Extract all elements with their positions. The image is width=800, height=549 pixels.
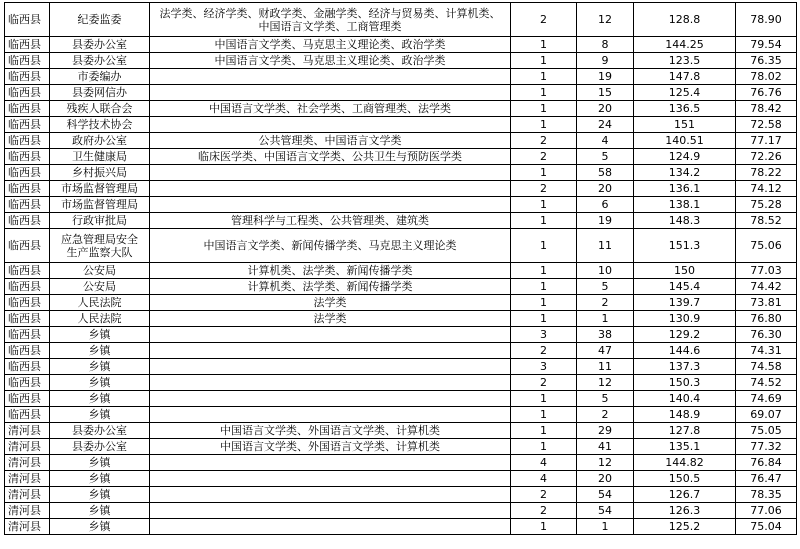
table-row (5, 117, 797, 133)
majors-line: 管理科学与工程类、公共管理类、建筑类 (231, 214, 429, 227)
final-score-cell: 75.04 (736, 519, 797, 535)
rank-cell: 5 (577, 149, 634, 165)
rank-cell: 1 (577, 311, 634, 327)
rank-cell: 12 (577, 455, 634, 471)
final-score-cell: 76.84 (736, 455, 797, 471)
final-score-cell: 74.12 (736, 181, 797, 197)
unit-line: 县委办公室 (72, 38, 127, 51)
majors-cell (150, 133, 511, 149)
table-row (5, 295, 797, 311)
majors-cell (150, 423, 511, 439)
county-cell: 临西县 (5, 53, 50, 69)
county-cell: 临西县 (5, 311, 50, 327)
unit-cell (50, 117, 150, 133)
written-score-cell: 150 (634, 263, 736, 279)
final-score-cell: 72.26 (736, 149, 797, 165)
county-cell: 临西县 (5, 149, 50, 165)
county-cell: 临西县 (5, 375, 50, 391)
unit-line: 市场监督管理局 (61, 182, 138, 195)
county-cell: 清河县 (5, 423, 50, 439)
county-cell: 临西县 (5, 101, 50, 117)
unit-cell (50, 471, 150, 487)
unit-cell (50, 439, 150, 455)
final-score-cell: 78.52 (736, 213, 797, 229)
count-cell: 1 (511, 311, 577, 327)
unit-line: 乡镇 (88, 408, 111, 421)
county-cell: 临西县 (5, 407, 50, 423)
written-score-cell: 144.6 (634, 343, 736, 359)
unit-cell (50, 519, 150, 535)
majors-line: 中国语言文学类、新闻传播学类、马克思主义理论类 (203, 239, 457, 252)
unit-cell (50, 375, 150, 391)
rank-cell: 29 (577, 423, 634, 439)
unit-cell (50, 213, 150, 229)
table-row (5, 213, 797, 229)
unit-line: 乡镇 (88, 504, 111, 517)
count-cell: 1 (511, 165, 577, 181)
written-score-cell: 145.4 (634, 279, 736, 295)
count-cell: 1 (511, 407, 577, 423)
unit-line: 县委办公室 (72, 440, 127, 453)
unit-line: 残疾人联合会 (66, 102, 133, 115)
written-score-cell: 137.3 (634, 359, 736, 375)
county-cell: 临西县 (5, 229, 50, 263)
county-cell: 临西县 (5, 263, 50, 279)
table-row (5, 3, 797, 37)
county-cell: 临西县 (5, 295, 50, 311)
rank-cell: 58 (577, 165, 634, 181)
final-score-cell: 76.80 (736, 311, 797, 327)
majors-cell (150, 37, 511, 53)
county-cell: 临西县 (5, 69, 50, 85)
majors-cell (150, 519, 511, 535)
final-score-cell: 74.42 (736, 279, 797, 295)
unit-line: 乡镇 (88, 328, 111, 341)
count-cell: 2 (511, 133, 577, 149)
written-score-cell: 126.3 (634, 503, 736, 519)
final-score-cell: 74.31 (736, 343, 797, 359)
unit-cell (50, 279, 150, 295)
unit-cell (50, 263, 150, 279)
table-row (5, 37, 797, 53)
rank-cell: 8 (577, 37, 634, 53)
unit-cell (50, 149, 150, 165)
count-cell: 2 (511, 343, 577, 359)
county-cell: 清河县 (5, 519, 50, 535)
table-row (5, 165, 797, 181)
table-row (5, 423, 797, 439)
written-score-cell: 140.4 (634, 391, 736, 407)
written-score-cell: 127.8 (634, 423, 736, 439)
unit-line: 行政审批局 (72, 214, 127, 227)
count-cell: 1 (511, 53, 577, 69)
final-score-cell: 76.47 (736, 471, 797, 487)
count-cell: 1 (511, 101, 577, 117)
table-row (5, 311, 797, 327)
rank-cell: 54 (577, 487, 634, 503)
final-score-cell: 74.58 (736, 359, 797, 375)
rank-cell: 47 (577, 343, 634, 359)
table-row (5, 279, 797, 295)
unit-cell (50, 503, 150, 519)
written-score-cell: 128.8 (634, 3, 736, 37)
majors-cell (150, 343, 511, 359)
count-cell: 1 (511, 295, 577, 311)
count-cell: 1 (511, 117, 577, 133)
table-body (5, 3, 797, 535)
unit-line: 乡镇 (88, 392, 111, 405)
rank-cell: 20 (577, 101, 634, 117)
count-cell: 1 (511, 213, 577, 229)
written-score-cell: 134.2 (634, 165, 736, 181)
unit-cell (50, 359, 150, 375)
final-score-cell: 77.06 (736, 503, 797, 519)
majors-line: 中国语言文学类、马克思主义理论类、政治学类 (214, 38, 446, 51)
written-score-cell: 151.3 (634, 229, 736, 263)
rank-cell: 11 (577, 229, 634, 263)
count-cell: 2 (511, 3, 577, 37)
written-score-cell: 126.7 (634, 487, 736, 503)
unit-cell (50, 327, 150, 343)
majors-cell (150, 471, 511, 487)
county-cell: 临西县 (5, 117, 50, 133)
table-row (5, 69, 797, 85)
unit-cell (50, 3, 150, 37)
table-row (5, 229, 797, 263)
rank-cell: 4 (577, 133, 634, 149)
written-score-cell: 130.9 (634, 311, 736, 327)
count-cell: 1 (511, 229, 577, 263)
final-score-cell: 77.17 (736, 133, 797, 149)
table-row (5, 407, 797, 423)
rank-cell: 24 (577, 117, 634, 133)
count-cell: 4 (511, 455, 577, 471)
majors-cell (150, 359, 511, 375)
written-score-cell: 144.82 (634, 455, 736, 471)
table-row (5, 503, 797, 519)
rank-cell: 2 (577, 295, 634, 311)
final-score-cell: 77.32 (736, 439, 797, 455)
table-row (5, 487, 797, 503)
final-score-cell: 72.58 (736, 117, 797, 133)
count-cell: 1 (511, 279, 577, 295)
unit-line: 卫生健康局 (72, 150, 127, 163)
table-row (5, 181, 797, 197)
majors-cell (150, 197, 511, 213)
unit-cell (50, 53, 150, 69)
majors-cell (150, 295, 511, 311)
count-cell: 1 (511, 519, 577, 535)
unit-line: 县委办公室 (72, 424, 127, 437)
written-score-cell: 123.5 (634, 53, 736, 69)
majors-cell (150, 69, 511, 85)
unit-line: 乡镇 (88, 376, 111, 389)
rank-cell: 12 (577, 3, 634, 37)
unit-cell (50, 37, 150, 53)
majors-line: 中国语言文学类、社会学类、工商管理类、法学类 (209, 102, 451, 115)
county-cell: 临西县 (5, 165, 50, 181)
table-row (5, 149, 797, 165)
rank-cell: 20 (577, 181, 634, 197)
majors-line: 法学类 (313, 296, 347, 309)
unit-line: 乡镇 (88, 472, 111, 485)
written-score-cell: 124.9 (634, 149, 736, 165)
majors-cell (150, 213, 511, 229)
final-score-cell: 79.54 (736, 37, 797, 53)
unit-cell (50, 455, 150, 471)
unit-cell (50, 101, 150, 117)
majors-cell (150, 85, 511, 101)
unit-line: 乡镇 (88, 360, 111, 373)
written-score-cell: 150.3 (634, 375, 736, 391)
majors-line: 法学类 (313, 312, 347, 325)
table-row (5, 85, 797, 101)
rank-cell: 2 (577, 407, 634, 423)
unit-line: 乡镇 (88, 520, 111, 533)
majors-line: 计算机类、法学类、新闻传播学类 (247, 280, 413, 293)
unit-line: 纪委监委 (77, 13, 122, 26)
final-score-cell: 78.02 (736, 69, 797, 85)
unit-cell (50, 311, 150, 327)
county-cell: 临西县 (5, 37, 50, 53)
written-score-cell: 140.51 (634, 133, 736, 149)
rank-cell: 12 (577, 375, 634, 391)
unit-line: 生产监察大队 (66, 245, 133, 259)
count-cell: 2 (511, 487, 577, 503)
majors-line: 计算机类、法学类、新闻传播学类 (247, 264, 413, 277)
table-row (5, 101, 797, 117)
table-row (5, 53, 797, 69)
unit-line: 县委办公室 (72, 54, 127, 67)
majors-line: 法学类、经济学类、财政学类、金融学类、经济与贸易类、计算机类、 (159, 6, 501, 20)
table-row (5, 391, 797, 407)
majors-cell (150, 455, 511, 471)
written-score-cell: 148.9 (634, 407, 736, 423)
unit-line: 乡村振兴局 (72, 166, 127, 179)
county-cell: 临西县 (5, 343, 50, 359)
count-cell: 2 (511, 149, 577, 165)
final-score-cell: 73.81 (736, 295, 797, 311)
written-score-cell: 135.1 (634, 439, 736, 455)
majors-line: 临床医学类、中国语言文学类、公共卫生与预防医学类 (198, 150, 462, 163)
final-score-cell: 76.30 (736, 327, 797, 343)
unit-line: 人民法院 (77, 312, 122, 325)
majors-cell (150, 263, 511, 279)
table-row (5, 263, 797, 279)
final-score-cell: 77.03 (736, 263, 797, 279)
majors-cell (150, 279, 511, 295)
majors-cell (150, 101, 511, 117)
table-row (5, 471, 797, 487)
final-score-cell: 75.05 (736, 423, 797, 439)
final-score-cell: 78.35 (736, 487, 797, 503)
majors-cell (150, 503, 511, 519)
written-score-cell: 129.2 (634, 327, 736, 343)
final-score-cell: 78.90 (736, 3, 797, 37)
unit-line: 乡镇 (88, 456, 111, 469)
county-cell: 临西县 (5, 3, 50, 37)
count-cell: 2 (511, 375, 577, 391)
unit-cell (50, 295, 150, 311)
county-cell: 临西县 (5, 85, 50, 101)
rank-cell: 19 (577, 213, 634, 229)
final-score-cell: 74.69 (736, 391, 797, 407)
count-cell: 4 (511, 471, 577, 487)
majors-cell (150, 407, 511, 423)
majors-cell (150, 439, 511, 455)
unit-cell (50, 391, 150, 407)
majors-cell (150, 391, 511, 407)
count-cell: 1 (511, 37, 577, 53)
table-row (5, 455, 797, 471)
count-cell: 2 (511, 181, 577, 197)
final-score-cell: 76.35 (736, 53, 797, 69)
rank-cell: 15 (577, 85, 634, 101)
county-cell: 临西县 (5, 133, 50, 149)
majors-cell (150, 229, 511, 263)
county-cell: 临西县 (5, 181, 50, 197)
written-score-cell: 139.7 (634, 295, 736, 311)
table-row (5, 327, 797, 343)
county-cell: 临西县 (5, 197, 50, 213)
unit-line: 政府办公室 (72, 134, 127, 147)
final-score-cell: 78.22 (736, 165, 797, 181)
rank-cell: 11 (577, 359, 634, 375)
rank-cell: 10 (577, 263, 634, 279)
majors-cell (150, 149, 511, 165)
final-score-cell: 75.06 (736, 229, 797, 263)
rank-cell: 5 (577, 279, 634, 295)
results-table (4, 2, 797, 535)
unit-line: 公安局 (83, 280, 116, 293)
unit-cell (50, 165, 150, 181)
written-score-cell: 144.25 (634, 37, 736, 53)
table-row (5, 519, 797, 535)
county-cell: 清河县 (5, 455, 50, 471)
unit-cell (50, 229, 150, 263)
count-cell: 1 (511, 423, 577, 439)
unit-cell (50, 197, 150, 213)
final-score-cell: 76.76 (736, 85, 797, 101)
rank-cell: 38 (577, 327, 634, 343)
rank-cell: 19 (577, 69, 634, 85)
rank-cell: 1 (577, 519, 634, 535)
county-cell: 临西县 (5, 359, 50, 375)
majors-line: 中国语言文学类、马克思主义理论类、政治学类 (214, 54, 446, 67)
unit-line: 市场监督管理局 (61, 198, 138, 211)
unit-line: 科学技术协会 (66, 118, 133, 131)
rank-cell: 41 (577, 439, 634, 455)
unit-line: 县委网信办 (72, 86, 127, 99)
unit-cell (50, 343, 150, 359)
majors-line: 中国语言文学类、外国语言文学类、计算机类 (220, 440, 440, 453)
majors-line: 中国语言文学类、工商管理类 (258, 19, 402, 33)
majors-cell (150, 53, 511, 69)
written-score-cell: 148.3 (634, 213, 736, 229)
written-score-cell: 147.8 (634, 69, 736, 85)
count-cell: 1 (511, 197, 577, 213)
unit-cell (50, 133, 150, 149)
final-score-cell: 69.07 (736, 407, 797, 423)
unit-cell (50, 407, 150, 423)
rank-cell: 5 (577, 391, 634, 407)
unit-line: 乡镇 (88, 344, 111, 357)
county-cell: 清河县 (5, 439, 50, 455)
count-cell: 3 (511, 327, 577, 343)
rank-cell: 6 (577, 197, 634, 213)
count-cell: 1 (511, 69, 577, 85)
unit-cell (50, 181, 150, 197)
written-score-cell: 151 (634, 117, 736, 133)
majors-cell (150, 117, 511, 133)
majors-cell (150, 375, 511, 391)
table-row (5, 375, 797, 391)
table-row (5, 439, 797, 455)
majors-cell (150, 165, 511, 181)
unit-line: 市委编办 (77, 70, 122, 83)
unit-line: 应急管理局安全 (61, 232, 138, 246)
rank-cell: 54 (577, 503, 634, 519)
count-cell: 1 (511, 391, 577, 407)
final-score-cell: 75.28 (736, 197, 797, 213)
majors-cell (150, 311, 511, 327)
count-cell: 1 (511, 263, 577, 279)
final-score-cell: 74.52 (736, 375, 797, 391)
written-score-cell: 150.5 (634, 471, 736, 487)
county-cell: 清河县 (5, 471, 50, 487)
table-row (5, 197, 797, 213)
unit-cell (50, 69, 150, 85)
county-cell: 清河县 (5, 487, 50, 503)
written-score-cell: 136.1 (634, 181, 736, 197)
written-score-cell: 136.5 (634, 101, 736, 117)
table-row (5, 359, 797, 375)
count-cell: 1 (511, 439, 577, 455)
unit-cell (50, 423, 150, 439)
unit-line: 人民法院 (77, 296, 122, 309)
count-cell: 2 (511, 503, 577, 519)
majors-line: 中国语言文学类、外国语言文学类、计算机类 (220, 424, 440, 437)
count-cell: 1 (511, 85, 577, 101)
majors-line: 公共管理类、中国语言文学类 (258, 134, 402, 147)
table-row (5, 343, 797, 359)
written-score-cell: 138.1 (634, 197, 736, 213)
written-score-cell: 125.4 (634, 85, 736, 101)
written-score-cell: 125.2 (634, 519, 736, 535)
unit-cell (50, 487, 150, 503)
county-cell: 清河县 (5, 503, 50, 519)
majors-cell (150, 181, 511, 197)
table-row (5, 133, 797, 149)
rank-cell: 9 (577, 53, 634, 69)
unit-cell (50, 85, 150, 101)
majors-cell (150, 3, 511, 37)
county-cell: 临西县 (5, 327, 50, 343)
majors-cell (150, 487, 511, 503)
final-score-cell: 78.42 (736, 101, 797, 117)
county-cell: 临西县 (5, 391, 50, 407)
majors-cell (150, 327, 511, 343)
unit-line: 公安局 (83, 264, 116, 277)
count-cell: 3 (511, 359, 577, 375)
unit-line: 乡镇 (88, 488, 111, 501)
rank-cell: 20 (577, 471, 634, 487)
county-cell: 临西县 (5, 213, 50, 229)
county-cell: 临西县 (5, 279, 50, 295)
